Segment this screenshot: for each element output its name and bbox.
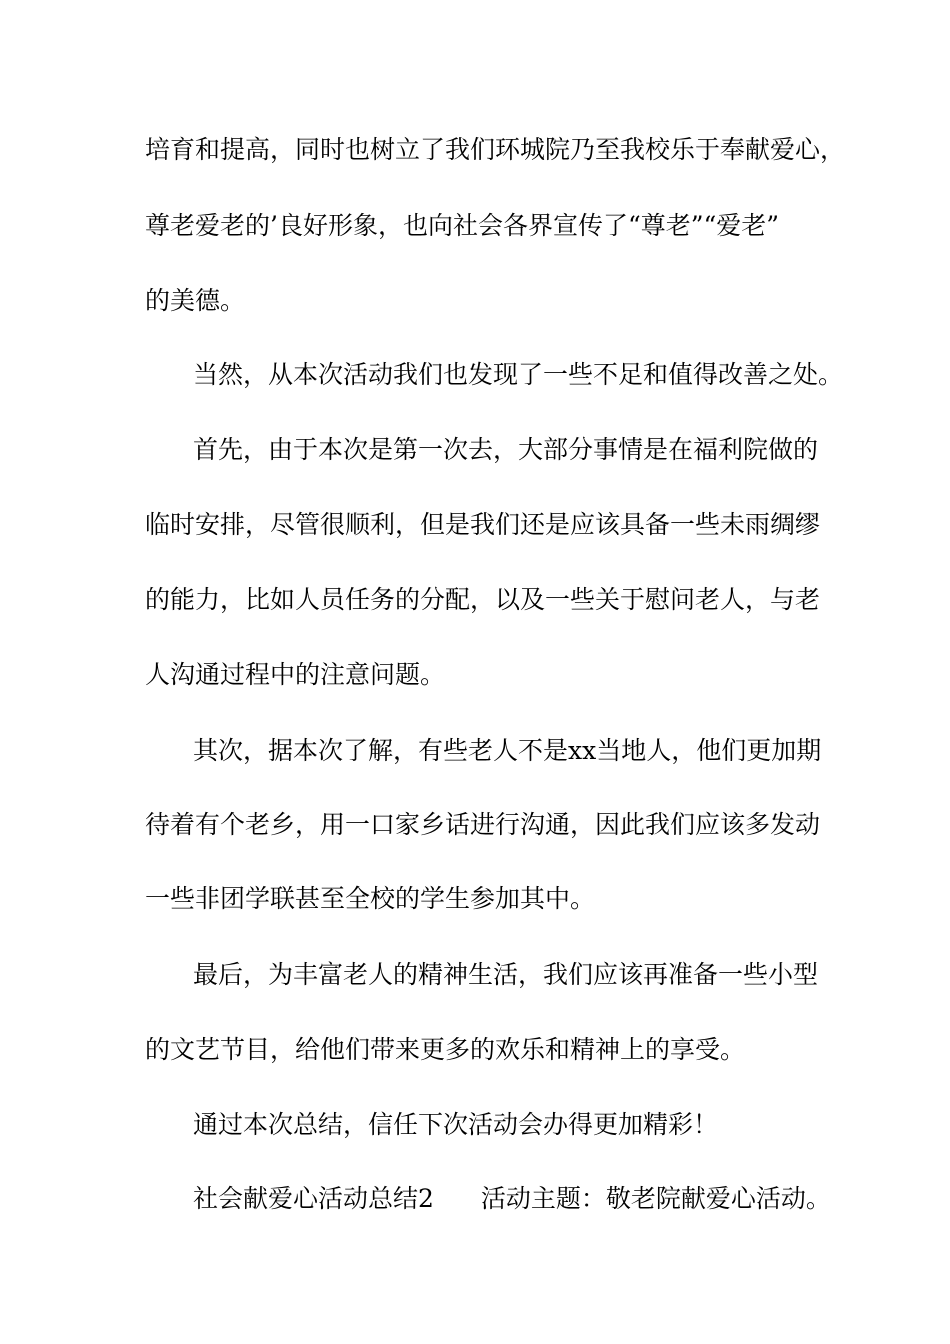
paragraph-line: 的美德。: [145, 286, 246, 315]
paragraph-line: 人沟通过程中的注意问题。: [145, 660, 446, 689]
paragraph-line: 的能力，比如人员任务的分配，以及一些关于慰问老人，与老: [145, 585, 821, 614]
paragraph-line: 培育和提高，同时也树立了我们环城院乃至我校乐于奉献爱心，: [145, 135, 846, 164]
paragraph-line: 的文艺节目，给他们带来更多的欢乐和精神上的享受。: [145, 1035, 746, 1064]
paragraph-line: 一些非团学联甚至全校的学生参加其中。: [145, 884, 596, 913]
paragraph-line: 临时安排，尽管很顺利，但是我们还是应该具备一些未雨绸缪: [145, 510, 821, 539]
section-heading-line: [193, 1183, 873, 1215]
paragraph-line: 待着有个老乡，用一口家乡话进行沟通，因此我们应该多发动: [145, 810, 821, 839]
paragraph-line: 通过本次总结，信任下次活动会办得更加精彩！: [193, 1110, 719, 1139]
paragraph-line: 当然，从本次活动我们也发现了一些不足和值得改善之处。: [193, 360, 844, 389]
activity-theme: 活动主题：敬老院献爱心活动。: [480, 1184, 831, 1213]
paragraph-line: 尊老爱老的’良好形象，也向社会各界宣传了“尊老”“爱老”: [145, 211, 780, 240]
paragraph-line: 其次，据本次了解，有些老人不是xx当地人，他们更加期: [193, 736, 822, 765]
paragraph-line: 最后，为丰富老人的精神生活，我们应该再准备一些小型: [193, 960, 819, 989]
section-heading: 社会献爱心活动总结2: [193, 1184, 434, 1213]
paragraph-line: 首先，由于本次是第一次去，大部分事情是在福利院做的: [193, 435, 819, 464]
